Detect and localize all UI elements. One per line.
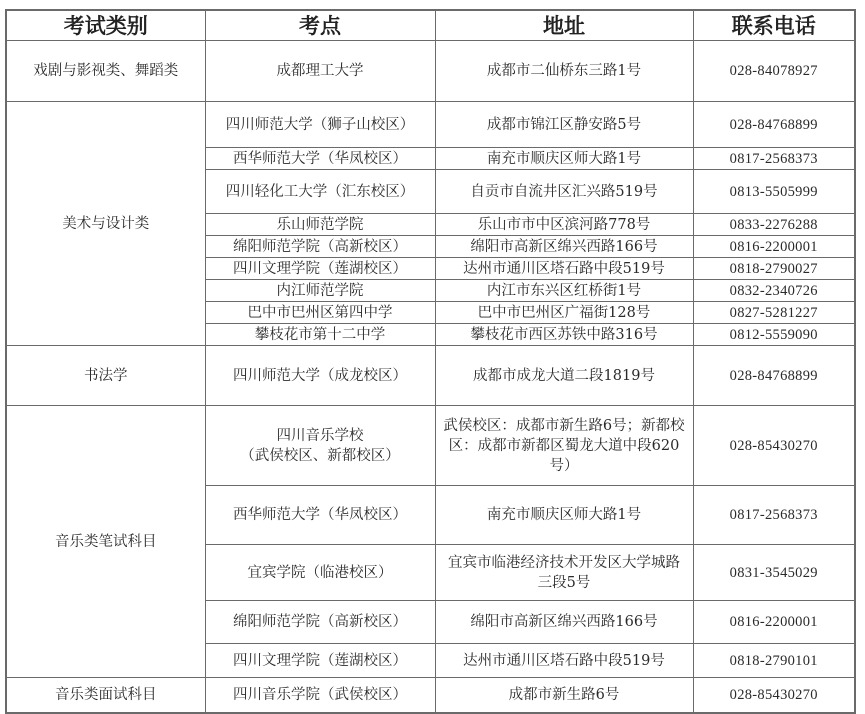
table-row xyxy=(6,406,855,486)
site-cell: 四川轻化工大学（汇东校区） xyxy=(205,170,435,214)
site-cell: 巴中市巴州区第四中学 xyxy=(205,302,435,324)
phone-cell: 0818-2790101 xyxy=(693,644,855,678)
site-cell: 攀枝花市第十二中学 xyxy=(205,324,435,346)
site-cell: 成都理工大学 xyxy=(205,41,435,102)
address-cell: 成都市锦江区静安路5号 xyxy=(435,102,693,148)
phone-cell: 028-84768899 xyxy=(693,102,855,148)
phone-cell: 0818-2790027 xyxy=(693,258,855,280)
address-cell: 达州市通川区塔石路中段519号 xyxy=(435,644,693,678)
address-cell: 巴中市巴州区广福街128号 xyxy=(435,302,693,324)
site-cell xyxy=(205,406,435,486)
address-cell: 绵阳市高新区绵兴西路166号 xyxy=(435,601,693,644)
site-cell: 宜宾学院（临港校区） xyxy=(205,545,435,601)
site-cell: 乐山师范学院 xyxy=(205,214,435,236)
address-cell: 南充市顺庆区师大路1号 xyxy=(435,486,693,545)
site-cell: 四川师范大学（狮子山校区） xyxy=(205,102,435,148)
address-cell: 宜宾市临港经济技术开发区大学城路三段5号 xyxy=(435,545,693,601)
site-cell: 四川文理学院（莲湖校区） xyxy=(205,258,435,280)
phone-cell: 028-85430270 xyxy=(693,678,855,713)
address-cell: 成都市成龙大道二段1819号 xyxy=(435,346,693,406)
address-cell: 绵阳市高新区绵兴西路166号 xyxy=(435,236,693,258)
address-cell: 达州市通川区塔石路中段519号 xyxy=(435,258,693,280)
table-row xyxy=(6,41,855,102)
phone-cell: 0813-5505999 xyxy=(693,170,855,214)
site-cell: 四川文理学院（莲湖校区） xyxy=(205,644,435,678)
site-line: 四川音乐学校 xyxy=(276,427,364,444)
site-cell: 四川音乐学院（武侯校区） xyxy=(205,678,435,713)
category-cell: 音乐类面试科目 xyxy=(6,678,205,713)
header-phone: 联系电话 xyxy=(693,10,855,41)
exam-sites-table xyxy=(5,9,856,714)
category-cell: 音乐类笔试科目 xyxy=(6,406,205,678)
address-cell: 乐山市市中区滨河路778号 xyxy=(435,214,693,236)
site-cell: 四川师范大学（成龙校区） xyxy=(205,346,435,406)
phone-cell: 028-84078927 xyxy=(693,41,855,102)
address-cell: 自贡市自流井区汇兴路519号 xyxy=(435,170,693,214)
site-cell: 绵阳师范学院（高新校区） xyxy=(205,601,435,644)
site-line: （武侯校区、新都校区） xyxy=(240,447,400,464)
category-cell: 戏剧与影视类、舞蹈类 xyxy=(6,41,205,102)
address-cell: 成都市新生路6号 xyxy=(435,678,693,713)
phone-cell: 0833-2276288 xyxy=(693,214,855,236)
address-cell: 武侯校区：成都市新生路6号；新都校区：成都市新都区蜀龙大道中段620号） xyxy=(435,406,693,486)
category-cell: 书法学 xyxy=(6,346,205,406)
phone-cell: 028-85430270 xyxy=(693,406,855,486)
table-row xyxy=(6,102,855,148)
site-cell: 西华师范大学（华凤校区） xyxy=(205,148,435,170)
site-cell: 西华师范大学（华凤校区） xyxy=(205,486,435,545)
phone-cell: 0827-5281227 xyxy=(693,302,855,324)
site-cell: 绵阳师范学院（高新校区） xyxy=(205,236,435,258)
phone-cell: 0831-3545029 xyxy=(693,545,855,601)
phone-cell: 0816-2200001 xyxy=(693,236,855,258)
address-cell: 攀枝花市西区苏铁中路316号 xyxy=(435,324,693,346)
address-cell: 成都市二仙桥东三路1号 xyxy=(435,41,693,102)
phone-cell: 0816-2200001 xyxy=(693,601,855,644)
address-cell: 内江市东兴区红桥街1号 xyxy=(435,280,693,302)
header-address: 地址 xyxy=(435,10,693,41)
phone-cell: 0832-2340726 xyxy=(693,280,855,302)
table-row xyxy=(6,346,855,406)
site-cell: 内江师范学院 xyxy=(205,280,435,302)
phone-cell: 028-84768899 xyxy=(693,346,855,406)
phone-cell: 0817-2568373 xyxy=(693,486,855,545)
header-category: 考试类别 xyxy=(6,10,205,41)
category-cell: 美术与设计类 xyxy=(6,102,205,346)
header-row xyxy=(6,10,855,41)
address-cell: 南充市顺庆区师大路1号 xyxy=(435,148,693,170)
phone-cell: 0817-2568373 xyxy=(693,148,855,170)
phone-cell: 0812-5559090 xyxy=(693,324,855,346)
table-row xyxy=(6,678,855,713)
header-site: 考点 xyxy=(205,10,435,41)
